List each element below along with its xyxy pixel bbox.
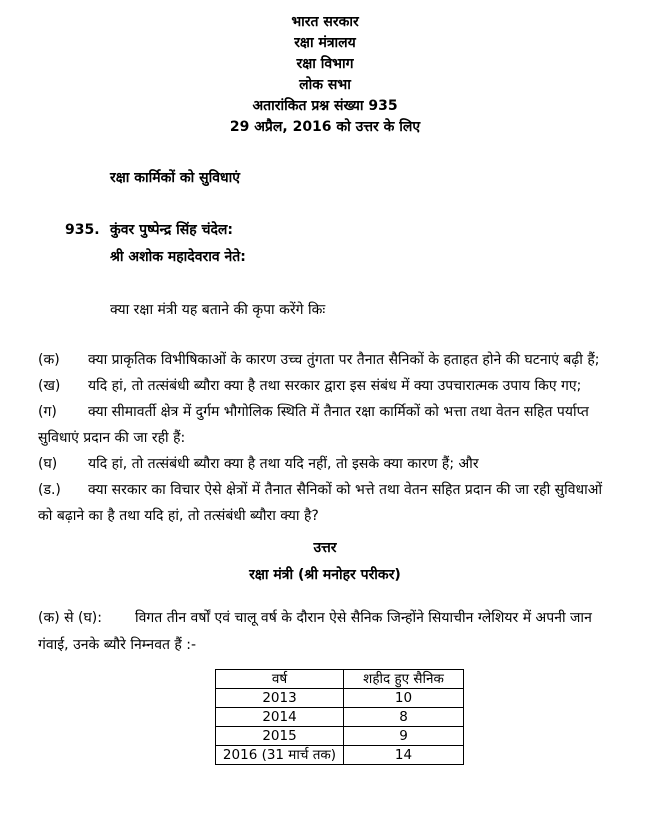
table-row bbox=[216, 689, 464, 708]
part-text: यदि हां, तो तत्संबंधी ब्यौरा क्या है तथा यदि नहीं, तो इसके क्या कारण हैं; और bbox=[88, 456, 479, 472]
header-line-ministry: रक्षा मंत्रालय bbox=[294, 35, 356, 51]
question-members bbox=[110, 217, 246, 271]
table-row bbox=[216, 727, 464, 746]
table-cell-year: 2016 (31 मार्च तक) bbox=[216, 746, 344, 765]
answer-text: विगत तीन वर्षों एवं चालू वर्ष के दौरान ऐसे सैनिक जिन्होंने सियाचीन ग्लेशियर में अपनी जान गंवाई, उनके ब्यौरे निम्नवत हैं :- bbox=[38, 610, 592, 653]
question-parts bbox=[38, 347, 612, 529]
table-header-row bbox=[216, 670, 464, 689]
answer-parts-label: (क) से (घ): bbox=[38, 610, 102, 626]
member-name: कुंवर पुष्पेन्द्र सिंह चंदेल: bbox=[110, 222, 233, 238]
question-part bbox=[38, 373, 612, 399]
header-line-govt: भारत सरकार bbox=[291, 14, 359, 30]
table-cell-count: 9 bbox=[344, 727, 464, 746]
member-name: श्री अशोक महादेवराव नेते: bbox=[110, 249, 246, 265]
table-row bbox=[216, 746, 464, 765]
table-cell-count: 10 bbox=[344, 689, 464, 708]
minister-title: रक्षा मंत्री (श्री मनोहर परीकर) bbox=[249, 567, 401, 583]
answer-heading: उत्तर bbox=[313, 540, 337, 556]
question-part bbox=[38, 477, 612, 529]
header-line-question-number: अतारांकित प्रश्न संख्या 935 bbox=[252, 98, 398, 114]
table-row bbox=[216, 708, 464, 727]
table-cell-year: 2014 bbox=[216, 708, 344, 727]
part-text: क्या सीमावर्ती क्षेत्र में दुर्गम भौगोलिक स्थिति में तैनात रक्षा कार्मिकों को भत्ता तथा वेतन सहित पर्याप्त सुविधाएं प्रदान की जा रही हैं: bbox=[38, 404, 589, 446]
header-line-house: लोक सभा bbox=[299, 77, 351, 93]
question-block bbox=[65, 217, 610, 271]
table-header-martyred-soldiers: शहीद हुए सैनिक bbox=[344, 670, 464, 689]
table-cell-count: 8 bbox=[344, 708, 464, 727]
table-cell-year: 2013 bbox=[216, 689, 344, 708]
question-part bbox=[38, 451, 612, 477]
part-text: यदि हां, तो तत्संबंधी ब्यौरा क्या है तथा सरकार द्वारा इस संबंध में क्या उपचारात्मक उपाय किए गए; bbox=[88, 378, 582, 394]
header-line-answer-date: 29 अप्रैल, 2016 को उत्तर के लिए bbox=[229, 119, 421, 135]
part-label: (क) bbox=[38, 352, 60, 368]
document-header bbox=[0, 0, 650, 138]
table-cell-year: 2015 bbox=[216, 727, 344, 746]
subject-title: रक्षा कार्मिकों को सुविधाएं bbox=[110, 170, 240, 186]
question-intro: क्या रक्षा मंत्री यह बताने की कृपा करेंगे किः bbox=[110, 302, 326, 318]
header-line-department: रक्षा विभाग bbox=[296, 56, 354, 72]
question-part bbox=[38, 399, 612, 451]
part-label: (ड.) bbox=[38, 482, 61, 498]
question-part bbox=[38, 347, 612, 373]
table-header-year: वर्ष bbox=[216, 670, 344, 689]
part-text: क्या सरकार का विचार ऐसे क्षेत्रों में तैनात सैनिकों को भत्ते तथा वेतन सहित प्रदान की जा रही सुविधाओं को बढ़ाने का है तथा यदि हां, तो तत्संबंधी ब्यौरा क्या है? bbox=[38, 482, 603, 524]
part-label: (ख) bbox=[38, 378, 61, 394]
casualty-table bbox=[215, 669, 464, 765]
part-text: क्या प्राकृतिक विभीषिकाओं के कारण उच्च तुंगता पर तैनात सैनिकों के हताहत होने की घटनाएं बढ़ी हैं; bbox=[88, 352, 600, 368]
table-cell-count: 14 bbox=[344, 746, 464, 765]
part-label: (घ) bbox=[38, 456, 58, 472]
answer-paragraph bbox=[38, 605, 610, 659]
part-label: (ग) bbox=[38, 404, 57, 420]
question-number: 935. bbox=[65, 222, 100, 238]
